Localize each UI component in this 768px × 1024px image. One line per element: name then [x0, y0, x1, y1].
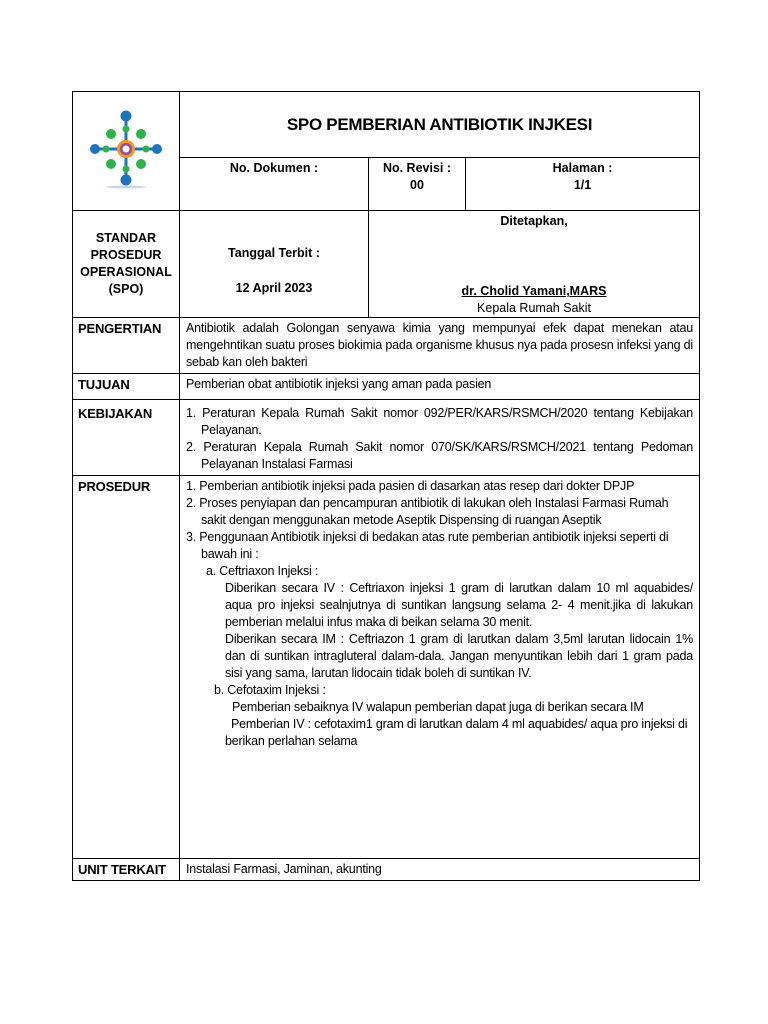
- spo-line-2: PROSEDUR: [90, 248, 162, 262]
- ceftriaxon-im: Diberikan secara IM : Ceftriazon 1 gram di larutkan dalam 3,5ml larutan lidocain 1% dan di suntikan intragluteral dalam-dala. Jangan menyuntikan lebih dari 1 gram pada sisi yang sama, larutan lidocain tidak boleh di suntikan IV.: [225, 632, 694, 680]
- kebijakan-label: KEBIJAKAN: [73, 400, 180, 476]
- no-revisi-cell: [369, 158, 466, 211]
- halaman-value: 1/1: [573, 178, 592, 192]
- unit-terkait-label: UNIT TERKAIT: [73, 859, 180, 881]
- tanggal-terbit-value: 12 April 2023: [235, 281, 313, 295]
- no-revisi-value: 00: [410, 178, 424, 192]
- halaman-cell: [466, 158, 700, 211]
- no-dokumen-label: No. Dokumen :: [229, 161, 319, 175]
- spo-document: [72, 91, 699, 881]
- spo-line-3: OPERASIONAL: [80, 265, 172, 279]
- kebijakan-item: 2. Peraturan Kepala Rumah Sakit nomor 070/SK/KARS/RSMCH/2021 tentang Pedoman Pelayanan Instalasi Farmasi: [186, 440, 694, 471]
- no-dokumen-cell: [180, 158, 369, 211]
- spo-line-4: (SPO): [108, 282, 144, 296]
- document-title: SPO PEMBERIAN ANTIBIOTIK INJKESI: [286, 115, 593, 134]
- document-title-cell: [180, 92, 700, 158]
- tanggal-terbit-cell: [180, 211, 369, 318]
- pengertian-label: PENGERTIAN: [73, 318, 180, 374]
- signer-title: Kepala Rumah Sakit: [477, 301, 591, 315]
- cefotaxim-title: b. Cefotaxim Injeksi :: [214, 683, 326, 697]
- prosedur-item-3: 3. Penggunaan Antibiotik injeksi di bedakan atas rute pemberian antibiotik injeksi seperti di bawah ini :: [186, 530, 669, 561]
- ceftriaxon-title: a. Ceftriaxon Injeksi :: [206, 564, 319, 578]
- spo-label-cell: [73, 211, 180, 318]
- halaman-label: Halaman :: [552, 161, 613, 175]
- tujuan-label: TUJUAN: [73, 374, 180, 400]
- kebijakan-list: [180, 400, 700, 476]
- spo-table: [72, 91, 700, 881]
- unit-terkait-text: Instalasi Farmasi, Jaminan, akunting: [180, 859, 700, 881]
- cefotaxim-line-2: Pemberian IV : cefotaxim1 gram di larutkan dalam 4 ml aquabides/ aqua pro injeksi di berikan perlahan selama: [225, 717, 688, 748]
- cefotaxim-line-1: Pemberian sebaiknya IV walapun pemberian dapat juga di berikan secara IM: [232, 700, 644, 714]
- logo-cell: [73, 92, 180, 211]
- prosedur-item-1: 1. Pemberian antibiotik injeksi pada pasien di dasarkan atas resep dari dokter DPJP: [186, 479, 635, 493]
- prosedur-content: [180, 476, 700, 859]
- no-revisi-label: No. Revisi :: [382, 161, 452, 175]
- signer-name: dr. Cholid Yamani,MARS: [461, 284, 607, 298]
- ditetapkan-label: Ditetapkan,: [500, 214, 568, 228]
- prosedur-label: PROSEDUR: [73, 476, 180, 859]
- tanggal-terbit-label: Tanggal Terbit :: [228, 246, 320, 260]
- kebijakan-item: 1. Peraturan Kepala Rumah Sakit nomor 092/PER/KARS/RSMCH/2020 tentang Kebijakan Pelayanan.: [186, 406, 694, 437]
- ditetapkan-cell: [369, 211, 700, 318]
- tujuan-text: Pemberian obat antibiotik injeksi yang aman pada pasien: [180, 374, 700, 400]
- prosedur-item-2: 2. Proses penyiapan dan pencampuran antibiotik di lakukan oleh Instalasi Farmasi Rumah sakit dengan menggunakan metode Aseptik Dispensing di ruangan Aseptik: [186, 496, 669, 527]
- pengertian-text: Antibiotik adalah Golongan senyawa kimia yang mempunyai efek dapat menekan atau mengehntikan suatu proses biokimia pada organisme khusus nya pada prosesn infeksi yang di sebab kan oleh bakteri: [180, 318, 700, 374]
- spo-line-1: STANDAR: [95, 231, 157, 245]
- ceftriaxon-iv: Diberikan secara IV : Ceftriaxon injeksi 1 gram di larutkan dalam 10 ml aquabides/ aqua pro injeksi sealnjutnya di suntikan langsung selama 2- 4 menit.jika di lakukan pemberian melalui infus maka di beikan selama 30 menit.: [225, 581, 694, 629]
- hospital-logo-icon: [90, 109, 162, 189]
